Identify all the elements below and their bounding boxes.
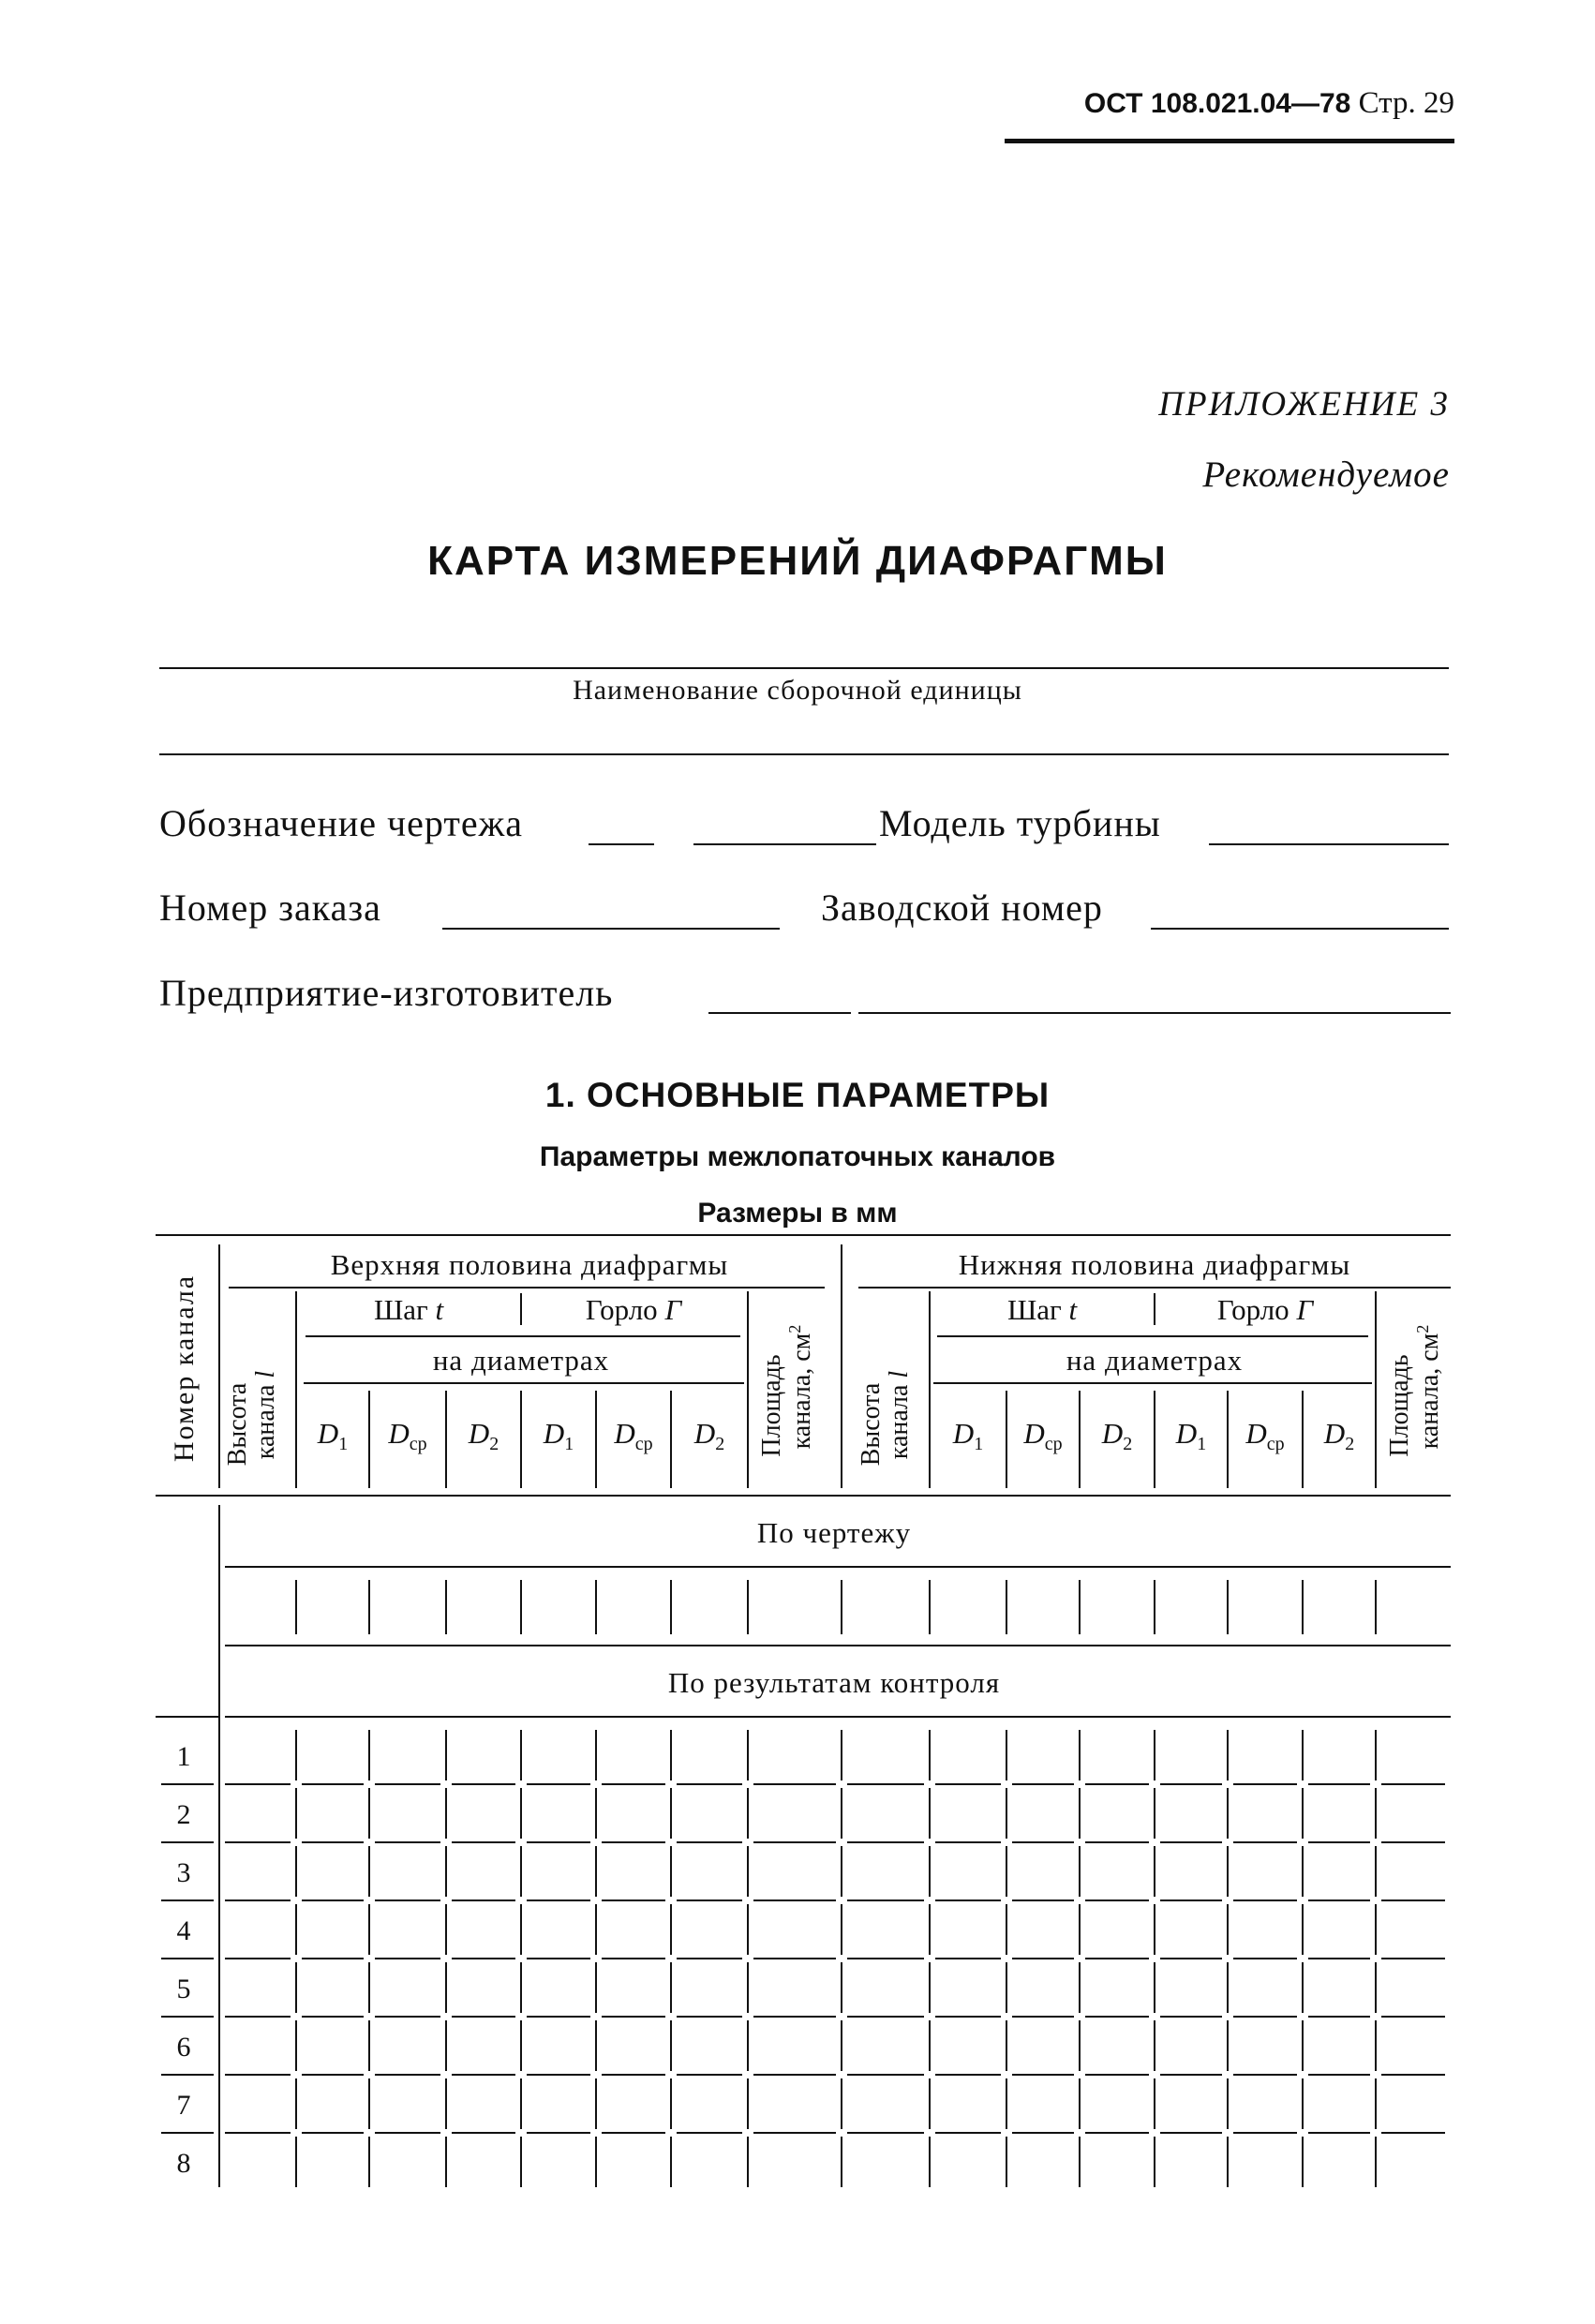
section-title: 1. ОСНОВНЫЕ ПАРАМЕТРЫ [544,1076,1051,1114]
row-number: 3 [176,1857,191,1888]
appendix-status: Рекомендуемое [1202,454,1450,495]
row-number: 4 [176,1915,191,1946]
upper-throat-header: Горло Г [585,1293,682,1326]
lower-area-header [1385,1325,1444,1457]
table-row[interactable] [161,2078,1445,2133]
diameter-label-d2: $D_2$ [1323,1417,1355,1454]
diameter-label-d2: $D_2$ [468,1417,499,1454]
lower-throat-header: Горло Г [1216,1293,1314,1326]
diameter-label-d2: $D_2$ [1101,1417,1133,1454]
by-drawing-value-row[interactable] [219,1580,1376,1634]
table-row[interactable] [161,1962,1445,2017]
table-row[interactable] [161,2020,1445,2075]
svg-text:Площадь: Площадь [1385,1354,1414,1457]
lower-height-header [857,1371,914,1467]
table-row[interactable] [161,1730,1445,1784]
model-label: Модель турбины [879,802,1161,844]
table-row[interactable] [177,2137,1377,2187]
row-number: 5 [176,1974,191,2004]
svg-text:Высота: Высота [223,1382,252,1467]
svg-text:канала, см2: канала, $см^2$ [1413,1324,1444,1450]
by-control-label: По результатам контроля [667,1666,1001,1699]
upper-height-header [223,1371,280,1467]
diameter-label-d1: $D_1$ [952,1417,984,1454]
diameter-label-dcp: $D_{ср}$ [614,1417,653,1454]
table-row[interactable] [161,1846,1445,1900]
diameter-label-dcp: $D_{ср}$ [1245,1417,1285,1454]
units-note: Размеры в мм [697,1198,898,1229]
diameter-labels [317,1417,1354,1454]
svg-text:Высота: Высота [857,1382,886,1467]
upper-diameters-header: на диаметрах [432,1344,610,1377]
order-label: Номер заказа [159,886,381,929]
row-number: 1 [176,1741,191,1772]
upper-half-header: Верхняя половина диафрагмы [330,1248,729,1281]
manufacturer-label: Предприятие-изготовитель [159,972,614,1014]
appendix-label: ПРИЛОЖЕНИЕ 3 [1158,385,1450,424]
table-row[interactable] [161,1788,1445,1842]
row-number: 6 [176,2032,191,2063]
lower-diameters-header: на диаметрах [1066,1344,1244,1377]
serial-label: Заводской номер [821,886,1103,929]
row-number: 7 [176,2090,191,2121]
lower-step-header: Шаг t [1006,1293,1078,1326]
diameter-label-dcp: $D_{ср}$ [388,1417,427,1454]
diameter-label-d2: $D_2$ [693,1417,725,1454]
diameter-label-d1: $D_1$ [1175,1417,1207,1454]
diameter-label-d1: $D_1$ [543,1417,574,1454]
table-row[interactable] [161,1904,1445,1959]
assembly-caption: Наименование сборочной единицы [573,675,1022,706]
section-subtitle: Параметры межлопаточных каналов [539,1141,1056,1172]
col-channel-number: Номер канала [169,1274,200,1463]
diameter-label-dcp: $D_{ср}$ [1023,1417,1063,1454]
result-rows [161,1730,1445,2187]
diameter-label-d1: $D_1$ [317,1417,349,1454]
by-drawing-label: По чертежу [756,1516,912,1549]
document-code: ОСТ 108.021.04—78 [1083,88,1351,119]
page-number: Стр. 29 [1358,86,1454,120]
svg-text:Площадь: Площадь [757,1354,786,1457]
drawing-label: Обозначение чертежа [159,802,524,844]
row-number: 2 [176,1799,191,1830]
page-title: КАРТА ИЗМЕРЕНИЙ ДИАФРАГМЫ [427,538,1168,584]
svg-text:канала, см2: канала, $см^2$ [785,1324,816,1450]
svg-text:канала l: канала l [885,1370,914,1460]
upper-area-header [757,1325,816,1457]
svg-text:канала l: канала l [251,1370,280,1460]
row-number: 8 [176,2148,191,2179]
lower-half-header: Нижняя половина диафрагмы [958,1248,1351,1281]
upper-step-header: Шаг t [373,1293,444,1326]
